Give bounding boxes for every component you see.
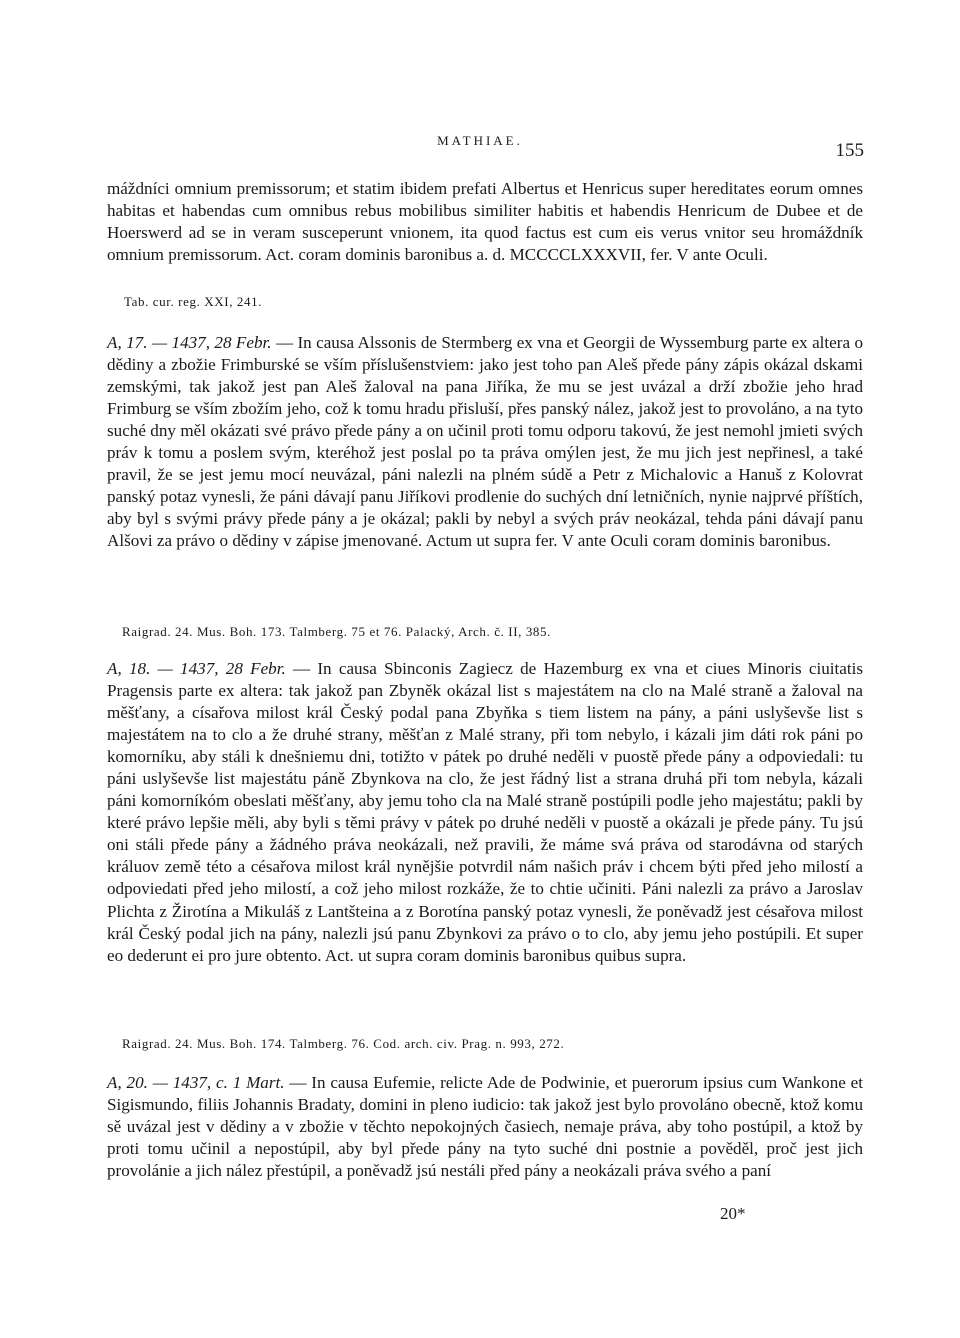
entry-20-heading: A, 20. — 1437, c. 1 Mart. <box>107 1073 285 1092</box>
entry-20-text: — In causa Eufemie, relicte Ade de Podwinie, et puerorum ipsius cum Wankone et Sigismundo, filiis Johannis Bradaty, domini in pleno iudicio: tak jakož jest bylo provoláno obecně, ktož komu sě uvázal jest v dědiny a v zbožie v těchto nepokojných časiech, nemaje práva, aby toho postúpil, a ktož by proti tomu učinil a nepostúpil, aby byl přede pány na tyto suché dni postnie a pověděl, proč jest jich provolánie a jich nález přestúpil, a poněvadž jsú nestáli před pány a neokázali práva svého a paní <box>107 1073 863 1181</box>
entry-17 <box>107 332 863 552</box>
intro-source-note: Tab. cur. reg. XXI, 241. <box>124 294 263 309</box>
entry-17-source-note: Raigrad. 24. Mus. Boh. 173. Talmberg. 75 et 76. Palacký, Arch. č. II, 385. <box>122 624 551 639</box>
entry-18-text: — In causa Sbinconis Zagiecz de Hazemburg ex vna et ciues Minoris ciuitatis Pragensis parte ex altera: tak jakož pan Zbyněk okázal list s majestátem na clo na Malé straně a žaloval na měšťany, a císařova milost král Český podal pana Zbyňka s tiem listem na pány, a páni uslyševše list s majestátem na to clo a že druhé strany, měšťan z Malé strany, při tom nebylo, i kázali jim dáti rok páni po komorníku, aby stáli k dnešniemu dni, totižto v pátek po druhé neděli v puostě přede pány a odpoviedali: tu páni uslyševše list majestátu páně Zbynkova na clo, že jest řádný list a strana druhá při tom nebyla, kázali páni komorníkóm obeslati měšťany, aby jemu toho cla na Malé straně postúpili podle jeho majestátu; pakli by které právo lepšie měli, aby byli s těmi právy v pátek po druhé neděli v puostě a okázali je přede pány. Tu jsú oni stáli přede pány a žádného práva neokázali, než pravili, že máme svá práva od starodávna od starých králuov země této a césařova milost král nynějšie potvrdil nám našich práv i chcem býti před jeho milostí a odpoviedati před jeho milostí, a což jeho milost rozkáže, že to chtie učiniti. Páni nalezli za právo a Jaroslav Plichta z Žirotína a Mikuláš z Lantšteina a z Borotína panský potaz vynesli, že poněvadž jest césařova milost král Český podal jich na pány, nalezli jsú panu Zbynkovi za právo o to clo, aby jemu jeho postúpili. Et super eo dederunt ei pro jure obtento. Act. ut supra coram dominis baronibus quibus supra. <box>107 659 864 965</box>
entry-20 <box>107 1072 863 1182</box>
entry-17-heading: A, 17. — 1437, 28 Febr. <box>107 333 272 352</box>
intro-paragraph: máždníci omnium premissorum; et statim ibidem prefati Albertus et Henricus super hereditates eorum omnes habitas et habendas cum omnibus rebus mobilibus similiter habitis et habendis Henricum de Dubee et de Hoerswerd ad se in veram susceperunt vnionem, ita quod factus est cum eis verus vnitor seu hromáždník omnium premissorum. Act. coram dominis baronibus a. d. MCCCCLXXXVII, fer. V ante Oculi. <box>107 179 863 265</box>
entry-18-source-note: Raigrad. 24. Mus. Boh. 174. Talmberg. 76. Cod. arch. civ. Prag. n. 993, 272. <box>122 1036 565 1051</box>
running-head-title: MATHIAE. <box>437 133 523 148</box>
entry-18 <box>107 658 863 967</box>
entry-17-paragraph <box>107 332 863 552</box>
entry-18-heading: A, 18. — 1437, 28 Febr. <box>107 659 286 678</box>
signature-mark: 20* <box>720 1204 746 1223</box>
page-number: 155 <box>835 140 864 161</box>
entry-20-paragraph <box>107 1072 863 1182</box>
entry-17-text: — In causa Alssonis de Stermberg ex vna et Georgii de Wyssemburg parte ex altera o dědiny a zbožie Frimburské se vším příslušenstviem: jako jest toho pan Aleš přede pány zápis okázal dskami zemskými, tak jakož jest pan Aleš žaloval na pana Jiříka, že mu se jest uvázal a drží zbožie jeho hrad Frimburg se vším zbožím jeho, což k tomu hradu přisluší, přes panský nález, jakož jest to provoláno, a na tyto suché dny měl okázati své právo přede pány a on učinil proti tomu odporu takovú, že jest nemohl jmieti svých práv k tomu a poslem svým, kteréhož jest poslal po ta práva omýlen jest, že mu jich jest nepřinesl, a také pravil, že se jest jemu mocí neuvázal, páni nalezli na plném súdě a Petr z Michalovic a Hanuš z Kolovrat panský potaz vynesli, že páni dávají panu Jiříkovi prodlenie do suchých dní letničních, nynie najprvé příštích, aby byl s svými právy přede pány a je okázal; pakli by nebyl a svých práv neokázal, tehda páni dávají panu Alšovi za právo o dědiny v zápise jmenované. Actum ut supra fer. V ante Oculi coram dominis baronibus. <box>107 333 863 551</box>
intro-paragraph-block <box>107 178 863 266</box>
entry-18-paragraph <box>107 658 863 967</box>
